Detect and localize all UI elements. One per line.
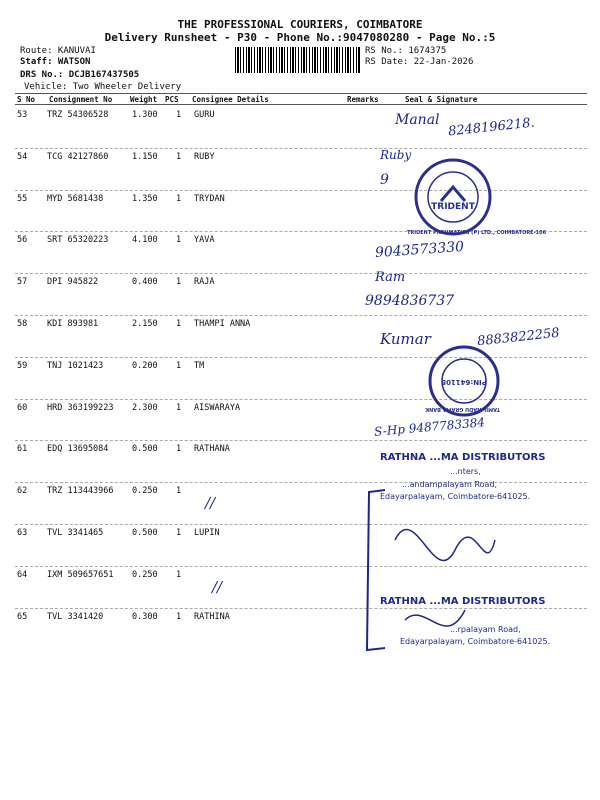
table-row <box>0 194 600 234</box>
route: Route: KANUVAI <box>20 46 96 56</box>
row-separator <box>15 148 587 149</box>
cell-consignment: KDI 893981 <box>47 319 99 329</box>
col-consignee: Consignee Details <box>192 95 269 104</box>
cell-consignee: RATHINA <box>194 611 230 622</box>
cell-consignee: RAJA <box>194 277 215 288</box>
col-remarks: Remarks <box>347 95 379 104</box>
bank-stamp <box>425 345 500 417</box>
cell-weight: 2.300 <box>132 402 158 413</box>
bank-stamp-center: PIN:641108 <box>441 378 487 386</box>
cell-sno: 58 <box>17 319 28 329</box>
cell-weight: 0.500 <box>132 528 158 538</box>
row-separator <box>15 190 587 191</box>
bank-stamp-ring: TAMIL NADU GRAMA BANK <box>425 406 500 412</box>
cell-consignee: RATHANA <box>194 444 230 455</box>
runsheet-subtitle: Delivery Runsheet - P30 - Phone No.:9047080280 - Page No.:5 <box>104 31 496 44</box>
distributor-stamp-line3: ...andampalayam Road, <box>402 480 498 489</box>
vehicle: Vehicle: Two Wheeler Delivery <box>24 82 182 92</box>
cell-consignee: AISWARAYA <box>194 402 241 413</box>
cell-weight: 1.150 <box>132 151 158 162</box>
cell-pcs: 1 <box>176 528 182 538</box>
row-separator <box>15 357 587 358</box>
col-seal: Seal & Signature <box>405 95 478 104</box>
col-weight: Weight <box>130 95 158 104</box>
cell-weight: 0.400 <box>132 277 158 288</box>
signature-phone-53: 8248196218. <box>447 115 536 140</box>
cell-pcs: 1 <box>176 193 182 204</box>
trident-stamp-center: TRIDENT <box>431 202 475 212</box>
cell-consignee: GURU <box>194 110 215 120</box>
cell-sno: 62 <box>17 486 28 497</box>
cell-consignment: TVL 3341465 <box>47 528 104 538</box>
signature-53: Manal <box>395 112 440 128</box>
signature-phone-58: 8883822258 <box>476 325 561 350</box>
cell-consignment: MYD 5681438 <box>47 193 104 204</box>
cell-consignment: TCG 42127860 <box>47 151 109 162</box>
cell-weight: 0.250 <box>132 486 158 497</box>
cell-pcs: 1 <box>176 402 182 413</box>
signature-57: Ram <box>375 270 406 285</box>
table-row <box>0 361 600 401</box>
table-row <box>0 277 600 317</box>
ditto-mark-62: // <box>205 494 216 512</box>
signature-phone-54: 9 <box>380 172 389 188</box>
trident-stamp <box>407 157 547 237</box>
table-row <box>0 528 600 568</box>
col-sno: S No <box>17 95 36 104</box>
trident-stamp-ring: TRIDENT PNEUMATICS (P) LTD., COIMBATORE-106 <box>407 230 547 236</box>
rs-number: RS No.: 1674375 <box>365 46 447 56</box>
cell-pcs: 1 <box>176 151 182 162</box>
cell-consignee: TRYDAN <box>194 193 225 204</box>
cell-sno: 65 <box>17 611 28 622</box>
cell-sno: 64 <box>17 569 28 580</box>
col-consignment: Consignment No <box>49 95 113 104</box>
table-row <box>0 403 600 443</box>
cell-sno: 60 <box>17 402 28 413</box>
cell-sno: 55 <box>17 193 28 204</box>
cell-sno: 61 <box>17 444 28 455</box>
cell-sno: 57 <box>17 277 28 288</box>
cell-consignee: TM <box>194 360 205 371</box>
staff: Staff: WATSON <box>20 57 91 67</box>
signature-54: Ruby <box>380 148 412 162</box>
cell-pcs: 1 <box>176 569 182 580</box>
cell-consignment: TRZ 113443966 <box>47 486 114 497</box>
cell-sno: 59 <box>17 360 28 371</box>
signature-58: Kumar <box>380 330 431 348</box>
col-pcs: PCS <box>165 95 179 104</box>
cell-pcs: 1 <box>176 277 182 288</box>
cell-pcs: 1 <box>176 444 182 455</box>
signature-phone-57: 9894836737 <box>365 293 455 309</box>
cell-weight: 1.350 <box>132 193 158 204</box>
cell-pcs: 1 <box>176 319 182 329</box>
distributor-stamp-line4: Edayarpalayam, Coimbatore-641025. <box>380 492 531 501</box>
distributor-stamp-name: RATHNA ...MA DISTRIBUTORS <box>380 452 546 463</box>
cell-consignment: EDQ 13695084 <box>47 444 109 455</box>
trident-seal-icon <box>413 157 493 237</box>
cell-weight: 0.200 <box>132 360 158 371</box>
drs-number: DRS No.: DCJB167437505 <box>20 70 140 80</box>
cell-consignment: DPI 945822 <box>47 277 99 288</box>
distributor-stamp-line2: ...nters, <box>450 467 481 476</box>
signature-bracket <box>355 480 505 670</box>
signature-phone-60: S-Hp 9487783384 <box>373 415 486 439</box>
cell-consignee: THAMPI ANNA <box>194 319 251 329</box>
cell-weight: 4.100 <box>132 235 158 246</box>
distributor2-stamp-line4: Edayarpalayam, Coimbatore-641025. <box>400 637 551 646</box>
row-separator <box>15 399 587 400</box>
cell-weight: 2.150 <box>132 319 158 329</box>
ditto-mark-64: // <box>212 578 223 596</box>
distributor2-stamp-name: RATHNA ...MA DISTRIBUTORS <box>380 596 546 607</box>
cell-consignment: TNJ 1021423 <box>47 360 104 371</box>
cell-consignment: IXM 509657651 <box>47 569 114 580</box>
cell-consignment: HRD 363199223 <box>47 402 114 413</box>
cell-pcs: 1 <box>176 360 182 371</box>
cell-sno: 56 <box>17 235 28 246</box>
table-row <box>0 152 600 192</box>
cell-weight: 1.300 <box>132 110 158 120</box>
distributor2-stamp-line3: ...rpalayam Road, <box>450 625 521 634</box>
cell-consignee: LUPIN <box>194 528 220 538</box>
cell-consignment: SRT 65320223 <box>47 235 109 246</box>
header-top-rule <box>15 93 587 94</box>
cell-pcs: 1 <box>176 486 182 497</box>
cell-sno: 54 <box>17 151 28 162</box>
barcode <box>235 47 360 73</box>
row-separator <box>15 315 587 316</box>
header-bottom-rule <box>15 104 587 105</box>
cell-weight: 0.300 <box>132 611 158 622</box>
cell-consignment: TRZ 54306528 <box>47 110 109 120</box>
cell-weight: 0.250 <box>132 569 158 580</box>
cell-consignee: YAVA <box>194 235 215 246</box>
rs-date: RS Date: 22-Jan-2026 <box>365 57 474 67</box>
cell-consignment: TVL 3341420 <box>47 611 104 622</box>
row-separator <box>15 273 587 274</box>
cell-pcs: 1 <box>176 611 182 622</box>
table-row <box>0 235 600 275</box>
row-separator <box>15 440 587 441</box>
cell-weight: 0.500 <box>132 444 158 455</box>
cell-sno: 53 <box>17 110 28 120</box>
cell-consignee: RUBY <box>194 151 215 162</box>
signature-phone-56: 9043573330 <box>374 238 465 262</box>
cell-pcs: 1 <box>176 110 182 120</box>
company-title: THE PROFESSIONAL COURIERS, COIMBATORE <box>177 18 423 31</box>
cell-sno: 63 <box>17 528 28 538</box>
cell-pcs: 1 <box>176 235 182 246</box>
